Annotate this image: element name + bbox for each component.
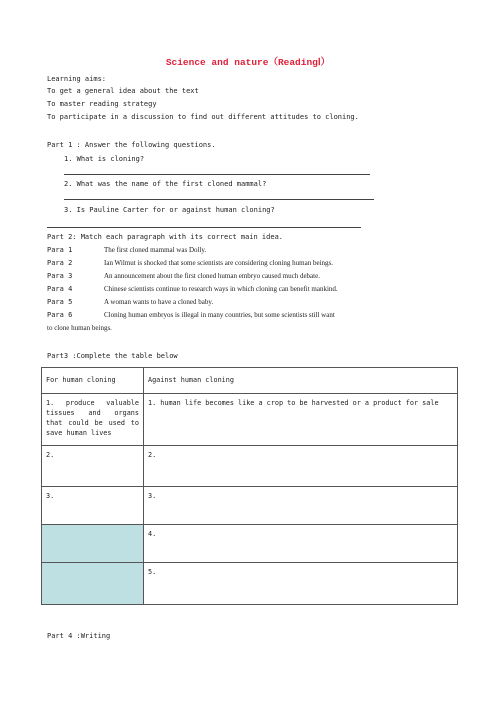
para-label: Para 5	[47, 298, 73, 306]
cell-for[interactable]: 1. produce valuable tissues and organs that could be used to save human lives	[42, 394, 144, 446]
cloning-table	[41, 367, 458, 605]
cell-for-shaded	[42, 563, 144, 605]
aims-header: Learning aims:	[47, 75, 107, 83]
cell-for-shaded	[42, 525, 144, 563]
main-idea: A woman wants to have a cloned baby.	[104, 298, 214, 306]
page-title: Science and nature（ReadingⅠ）	[165, 57, 331, 68]
main-idea: Chinese scientists continue to research ways in which cloning can benefit mankind.	[104, 285, 338, 293]
part4-heading: Part 4 :Writing	[47, 632, 111, 640]
part2-heading: Part 2: Match each paragraph with its correct main idea.	[47, 233, 284, 241]
cell-against[interactable]: 2.	[144, 446, 458, 487]
main-idea-continuation: to clone human beings.	[47, 324, 112, 332]
aim-item: To participate in a discussion to find out different attitudes to cloning.	[47, 113, 359, 121]
main-idea: Cloning human embryos is illegal in many countries, but some scientists still want	[104, 311, 335, 319]
question: 2. What was the name of the first cloned mammal?	[64, 180, 267, 188]
cell-for[interactable]: 2.	[42, 446, 144, 487]
aim-item: To master reading strategy	[47, 100, 157, 108]
part1-heading: Part 1 : Answer the following questions.	[47, 141, 216, 149]
para-label: Para 2	[47, 259, 73, 267]
header-for: For human cloning	[42, 368, 144, 394]
cell-for[interactable]: 3.	[42, 487, 144, 525]
main-idea: An announcement about the first cloned human embryo caused much debate.	[104, 272, 320, 280]
cell-against[interactable]: 1. human life becomes like a crop to be harvested or a product for sale	[144, 394, 458, 446]
question: 3. Is Pauline Carter for or against human cloning?	[64, 206, 275, 214]
cell-against[interactable]: 5.	[144, 563, 458, 605]
para-label: Para 4	[47, 285, 73, 293]
header-against: Against human cloning	[144, 368, 458, 394]
para-label: Para 6	[47, 311, 73, 319]
main-idea: The first cloned mammal was Dolly.	[104, 246, 207, 254]
para-label: Para 3	[47, 272, 73, 280]
answer-line[interactable]	[47, 227, 361, 228]
answer-line[interactable]	[64, 174, 370, 175]
main-idea: Ian Wilmut is shocked that some scientists are considering cloning human beings.	[104, 259, 333, 267]
part3-heading: Part3 :Complete the table below	[47, 352, 178, 360]
cell-against[interactable]: 3.	[144, 487, 458, 525]
para-label: Para 1	[47, 246, 73, 254]
answer-line[interactable]	[64, 199, 374, 200]
aim-item: To get a general idea about the text	[47, 87, 199, 95]
question: 1. What is cloning?	[64, 155, 145, 163]
cell-against[interactable]: 4.	[144, 525, 458, 563]
